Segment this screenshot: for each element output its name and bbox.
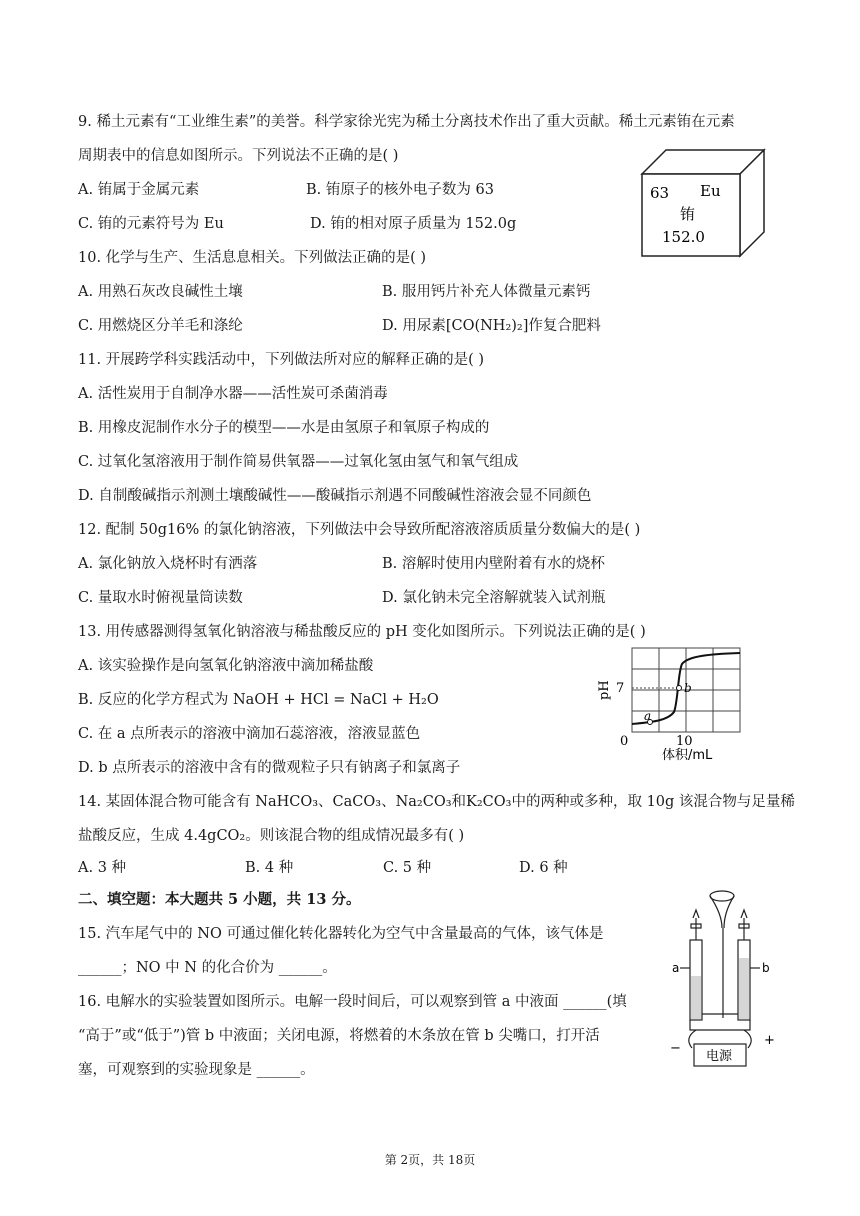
- tube-a-label: a: [672, 961, 680, 975]
- q9-stem-line2: 周期表中的信息如图所示。下列说法不正确的是( ): [78, 148, 399, 164]
- q12-stem: 12. 配制 50g16% 的氯化钠溶液，下列做法中会导致所配溶液溶质质量分数偏大的是( ): [78, 522, 641, 538]
- q16-line3: 塞，可观察到的实验现象是 ______。: [78, 1062, 315, 1078]
- q12-option-b: B. 溶解时使用内壁附着有水的烧杯: [382, 556, 605, 572]
- q14-option-a: A. 3 种: [78, 860, 127, 876]
- q14-stem-line1: 14. 某固体混合物可能含有 NaHCO₃、CaCO₃、Na₂CO₃和K₂CO₃中的两种或多种，取 10g 该混合物与足量稀: [78, 794, 795, 810]
- q13-option-c: C. 在 a 点所表示的溶液中滴加石蕊溶液，溶液显蓝色: [78, 726, 421, 742]
- element-number: 63: [650, 184, 670, 202]
- q13-option-d: D. b 点所表示的溶液中含有的微观粒子只有钠离子和氯离子: [78, 760, 461, 776]
- ph-graph-figure: [597, 642, 760, 763]
- q11-option-a: A. 活性炭用于自制净水器——活性炭可杀菌消毒: [78, 386, 388, 402]
- origin-label: 0: [620, 734, 629, 749]
- q11-option-d: D. 自制酸碱指示剂测土壤酸碱性——酸碱指示剂遇不同酸碱性溶液会显不同颜色: [78, 488, 592, 504]
- q16-line2: “高于”或“低于”)管 b 中液面；关闭电源，将燃着的木条放在管 b 尖嘴口，打开活: [78, 1028, 600, 1044]
- q12-option-d: D. 氯化钠未完全溶解就装入试剂瓶: [382, 590, 606, 606]
- q9-option-d: D. 铕的相对原子质量为 152.0g: [310, 216, 517, 232]
- q10-option-a: A. 用熟石灰改良碱性土壤: [78, 284, 243, 300]
- positive-terminal-label: +: [764, 1033, 775, 1048]
- q11-stem: 11. 开展跨学科实践活动中，下列做法所对应的解释正确的是( ): [78, 352, 485, 368]
- element-cell-figure: [640, 146, 768, 258]
- y-axis-label: pH: [597, 680, 612, 700]
- y-tick-7: 7: [616, 681, 625, 696]
- q10-option-b: B. 服用钙片补充人体微量元素钙: [382, 284, 591, 300]
- section-fill-in-heading: 二、填空题：本大题共 5 小题，共 13 分。: [78, 891, 361, 908]
- page-footer: 第 2页，共 18页: [384, 1153, 476, 1167]
- point-b: [677, 686, 682, 691]
- q14-option-c: C. 5 种: [383, 860, 432, 876]
- point-b-label: b: [684, 681, 692, 695]
- point-a-label: a: [644, 709, 652, 723]
- q14-option-d: D. 6 种: [519, 860, 568, 876]
- q15-line1: 15. 汽车尾气中的 NO 可通过催化转化器转化为空气中含量最高的气体，该气体是: [78, 926, 604, 942]
- x-tick-10: 10: [676, 734, 693, 749]
- q9-option-c: C. 铕的元素符号为 Eu: [78, 216, 224, 232]
- q14-option-b: B. 4 种: [245, 860, 294, 876]
- element-name: 铕: [680, 205, 696, 223]
- q13-stem: 13. 用传感器测得氢氧化钠溶液与稀盐酸反应的 pH 变化如图所示。下列说法正确的是( ): [78, 624, 646, 640]
- element-mass: 152.0: [662, 228, 705, 246]
- q12-option-a: A. 氯化钠放入烧杯时有洒落: [78, 556, 258, 572]
- q11-option-c: C. 过氧化氢溶液用于制作简易供氧器——过氧化氢由氢气和氧气组成: [78, 454, 519, 470]
- q10-stem: 10. 化学与生产、生活息息相关。下列做法正确的是( ): [78, 250, 427, 266]
- q15-line2: ______；NO 中 N 的化合价为 ______。: [78, 960, 337, 976]
- q13-option-b: B. 反应的化学方程式为 NaOH + HCl = NaCl + H₂O: [78, 692, 439, 708]
- tube-b-label: b: [762, 961, 770, 975]
- q12-option-c: C. 量取水时俯视量筒读数: [78, 590, 243, 606]
- negative-terminal-label: −: [670, 1041, 681, 1056]
- element-symbol: Eu: [700, 182, 721, 200]
- power-supply-label: 电源: [706, 1049, 733, 1064]
- electrolysis-apparatus-figure: [664, 888, 784, 1072]
- x-axis-label: 体积/mL: [662, 748, 713, 763]
- q9-stem-line1: 9. 稀土元素有“工业维生素”的美誉。科学家徐光宪为稀土分离技术作出了重大贡献。稀土元素铕在元素: [78, 114, 735, 130]
- q14-stem-line2: 盐酸反应，生成 4.4gCO₂。则该混合物的组成情况最多有( ): [78, 828, 465, 844]
- q16-line1: 16. 电解水的实验装置如图所示。电解一段时间后，可以观察到管 a 中液面 ______(填: [78, 994, 627, 1010]
- q10-option-d: D. 用尿素[CO(NH₂)₂]作复合肥料: [382, 318, 601, 334]
- q9-option-b: B. 铕原子的核外电子数为 63: [306, 182, 494, 198]
- q13-option-a: A. 该实验操作是向氢氧化钠溶液中滴加稀盐酸: [78, 658, 374, 674]
- q10-option-c: C. 用燃烧区分羊毛和涤纶: [78, 318, 243, 334]
- q11-option-b: B. 用橡皮泥制作水分子的模型——水是由氢原子和氧原子构成的: [78, 420, 490, 436]
- q9-option-a: A. 铕属于金属元素: [78, 182, 200, 198]
